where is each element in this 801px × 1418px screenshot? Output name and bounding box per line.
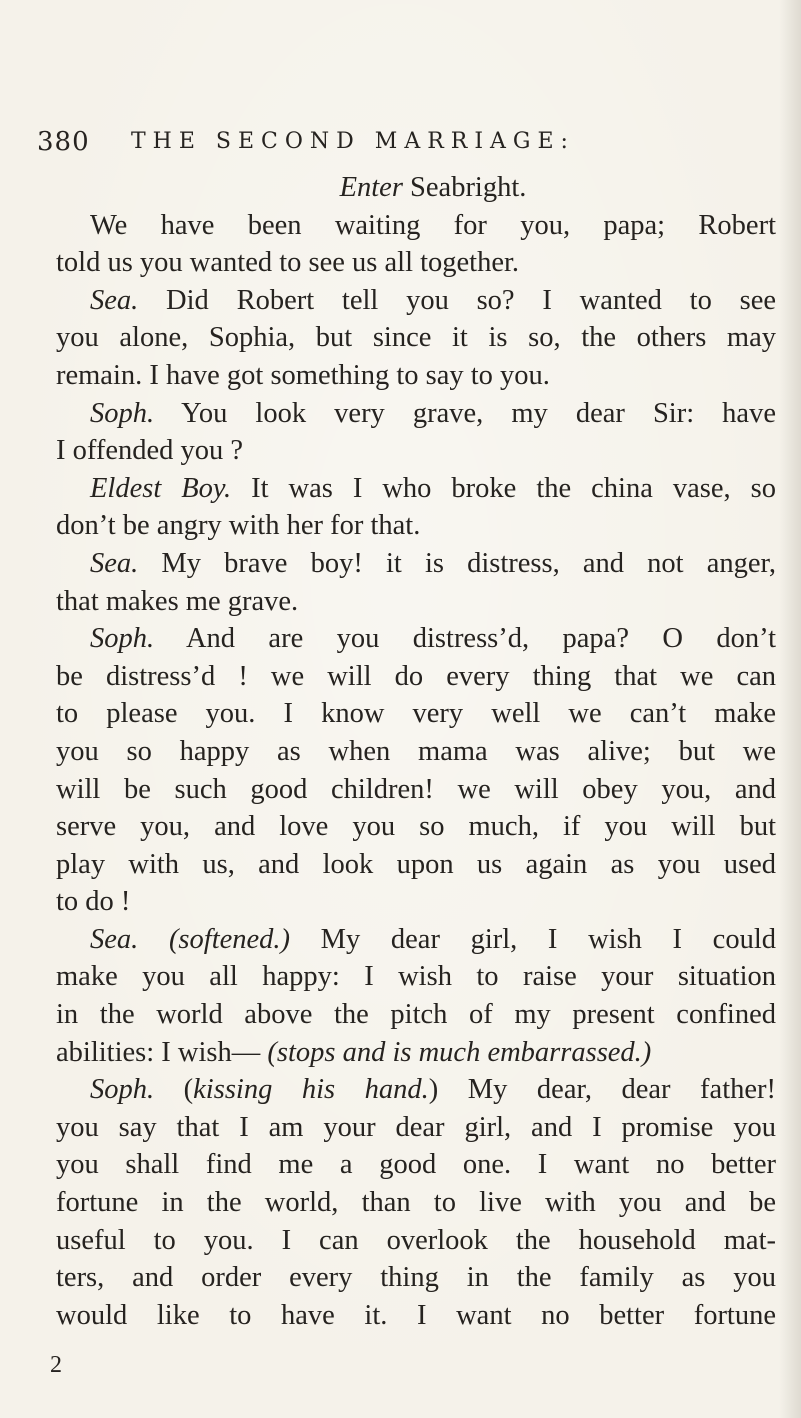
italic-text: Soph. (90, 1074, 155, 1106)
italic-text: Soph. (90, 623, 155, 655)
text-run: be distress’d ! we will do every thing that we can (56, 660, 776, 692)
text-line (56, 1184, 776, 1222)
text-line (56, 695, 776, 733)
text-run: ) My dear, dear father! (428, 1074, 776, 1106)
body-text (56, 169, 776, 1334)
text-run: useful to you. I can overlook the household mat- (56, 1224, 776, 1256)
text-run: play with us, and look upon us again as you used (56, 848, 776, 880)
text-line (56, 169, 776, 207)
text-run: My dear girl, I wish I could (290, 923, 777, 955)
text-run: ( (154, 1074, 194, 1106)
text-run: make you all happy: I wish to raise your situation (56, 961, 776, 993)
italic-text: Sea. (90, 547, 139, 579)
text-run: to do ! (56, 886, 131, 918)
text-line (56, 658, 776, 696)
text-run: would like to have it. I want no better fortune (56, 1299, 776, 1331)
italic-text: Enter (339, 172, 403, 203)
text-line (56, 620, 776, 658)
text-line (56, 996, 776, 1034)
text-line (56, 282, 776, 320)
text-run: It was I who broke the china vase, so (231, 472, 776, 504)
text-line (56, 733, 776, 771)
text-line (56, 1071, 776, 1109)
text-line (56, 808, 776, 846)
italic-text: kissing his hand. (193, 1074, 429, 1106)
text-run: serve you, and love you so much, if you will but (56, 811, 776, 843)
text-line (56, 507, 776, 545)
text-line (56, 1259, 776, 1297)
text-line (56, 1297, 776, 1335)
text-run: that makes me grave. (56, 585, 299, 617)
text-line (56, 432, 776, 470)
text-run: in the world above the pitch of my present confined (56, 999, 776, 1031)
text-run: will be such good children! we will obey you, and (56, 773, 776, 805)
text-run: fortune in the world, than to live with you and be (56, 1187, 776, 1219)
text-line (56, 1109, 776, 1147)
page-number: 380 (37, 127, 90, 157)
italic-text: Sea. (90, 284, 139, 316)
text-run: don’t be angry with her for that. (56, 510, 421, 542)
text-line (56, 357, 776, 395)
text-line (56, 883, 776, 921)
text-run: you alone, Sophia, but since it is so, the others may (56, 322, 776, 354)
text-run: I offended you ? (56, 435, 244, 467)
text-run: Did Robert tell you so? I wanted to see (138, 284, 776, 316)
text-run: you shall find me a good one. I want no better (56, 1149, 776, 1181)
text-run: abilities: I wish— (56, 1036, 268, 1068)
text-line (56, 1222, 776, 1260)
text-line (56, 207, 776, 245)
text-run: you say that I am your dear girl, and I promise you (56, 1111, 776, 1143)
text-line (56, 470, 776, 508)
italic-text: (softened.) (168, 923, 291, 955)
text-line (56, 1034, 776, 1072)
running-title: THE SECOND MARRIAGE: (131, 129, 575, 154)
text-run: We have been waiting for you, papa; Robert (90, 209, 776, 241)
text-run: to please you. I know very well we can’t make (56, 698, 776, 730)
text-run (138, 924, 169, 955)
text-line (56, 771, 776, 809)
text-run: And are you distress’d, papa? O don’t (154, 623, 776, 655)
page-edge-shadow (779, 0, 801, 1418)
text-run: My brave boy! it is distress, and not anger, (138, 547, 776, 579)
text-run: ters, and order every thing in the family as you (56, 1262, 776, 1294)
page-header (37, 127, 777, 163)
text-line (56, 921, 776, 959)
text-line (56, 1146, 776, 1184)
text-line (56, 846, 776, 884)
text-line (56, 395, 776, 433)
text-line (56, 545, 776, 583)
text-run: Seabright. (402, 172, 527, 203)
italic-text: (stops and is much embarrassed.) (267, 1036, 652, 1068)
italic-text: Eldest Boy. (90, 472, 232, 504)
text-line (56, 958, 776, 996)
text-line (56, 583, 776, 621)
text-run: you so happy as when mama was alive; but we (56, 735, 776, 767)
text-line (56, 244, 776, 282)
text-line (56, 319, 776, 357)
italic-text: Sea. (90, 923, 139, 955)
text-run: told us you wanted to see us all together. (56, 247, 520, 279)
signature-mark: 2 (50, 1352, 62, 1378)
text-run: You look very grave, my dear Sir: have (154, 397, 776, 429)
italic-text: Soph. (90, 397, 155, 429)
text-run: remain. I have got something to say to you. (56, 359, 550, 391)
